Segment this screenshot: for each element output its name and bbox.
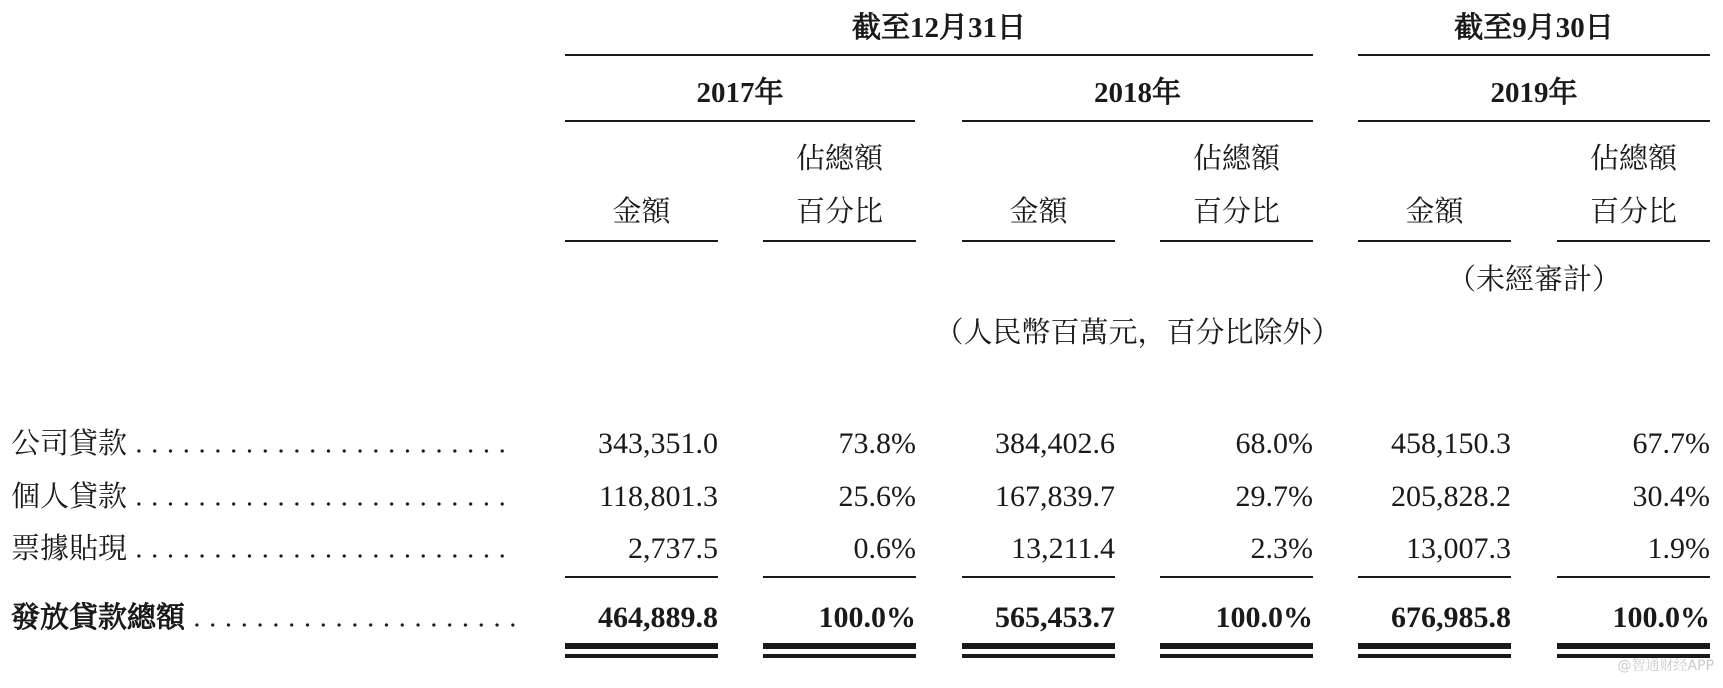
subtotal-rule [1160, 576, 1313, 578]
row-label-text: 個人貸款 [11, 481, 128, 513]
double-underline-top [565, 643, 718, 649]
period-rule-dec [565, 54, 1313, 56]
table-cell: 2.3% [1250, 532, 1313, 565]
table-cell: 343,351.0 [598, 427, 718, 460]
year-header-2018: 2018年 [1093, 77, 1181, 109]
table-cell: 30.4% [1632, 480, 1710, 513]
subtotal-rule [962, 576, 1115, 578]
table-cell: 13,007.3 [1406, 532, 1511, 565]
dot-leader [189, 601, 516, 635]
col-header-pct-line1: 佔總額 [1589, 143, 1677, 175]
double-underline-top [1358, 643, 1511, 649]
year-rule-2019 [1358, 120, 1710, 122]
row-label-text: 發放貸款總額 [11, 602, 186, 634]
table-cell: 205,828.2 [1391, 480, 1511, 513]
year-rule-2018 [962, 120, 1313, 122]
double-underline-bottom [1160, 654, 1313, 658]
table-cell: 68.0% [1235, 427, 1313, 460]
col-header-amount: 金額 [1405, 196, 1464, 228]
row-label-total-loans [11, 601, 516, 635]
row-label-text: 票據貼現 [11, 533, 128, 565]
col-header-pct-line2: 百分比 [1192, 196, 1280, 228]
col-header-pct-line2: 百分比 [1589, 196, 1677, 228]
year-rule-2017 [565, 120, 915, 122]
table-cell: 0.6% [853, 532, 916, 565]
table-cell: 384,402.6 [995, 427, 1115, 460]
unit-note: （人民幣百萬元，百分比除外） [934, 317, 1341, 349]
period-header-dec: 截至12月31日 [851, 12, 1026, 44]
col-header-rule [962, 240, 1115, 242]
row-label-corporate-loans [11, 427, 516, 461]
col-header-pct-line1: 佔總額 [795, 143, 883, 175]
table-cell: 73.8% [838, 427, 916, 460]
subtotal-rule [1557, 576, 1710, 578]
col-header-rule [763, 240, 916, 242]
dot-leader [131, 480, 516, 514]
double-underline-top [763, 643, 916, 649]
table-cell: 2,737.5 [628, 532, 718, 565]
col-header-pct-line2: 百分比 [795, 196, 883, 228]
dot-leader [131, 532, 516, 566]
subtotal-rule [763, 576, 916, 578]
row-label-text: 公司貸款 [11, 428, 128, 460]
total-cell: 100.0% [1612, 601, 1710, 634]
dot-leader [131, 427, 516, 461]
period-header-sep: 截至9月30日 [1454, 12, 1614, 44]
unaudited-note: （未經審計） [1446, 264, 1621, 296]
double-underline-bottom [565, 654, 718, 658]
col-header-amount: 金額 [612, 196, 671, 228]
subtotal-rule [1358, 576, 1511, 578]
double-underline-bottom [1358, 654, 1511, 658]
total-cell: 565,453.7 [995, 601, 1115, 634]
col-header-rule [1557, 240, 1710, 242]
double-underline-top [962, 643, 1115, 649]
year-header-2019: 2019年 [1490, 77, 1578, 109]
total-cell: 676,985.8 [1391, 601, 1511, 634]
double-underline-top [1557, 643, 1710, 649]
total-cell: 100.0% [1215, 601, 1313, 634]
total-cell: 464,889.8 [598, 601, 718, 634]
col-header-rule [565, 240, 718, 242]
double-underline-bottom [962, 654, 1115, 658]
table-cell: 118,801.3 [599, 480, 718, 513]
col-header-amount: 金額 [1009, 196, 1068, 228]
table-cell: 167,839.7 [995, 480, 1115, 513]
col-header-pct-line1: 佔總額 [1192, 143, 1280, 175]
watermark: @智通财经APP [1617, 658, 1714, 674]
table-cell: 67.7% [1632, 427, 1710, 460]
col-header-rule [1358, 240, 1511, 242]
table-cell: 1.9% [1647, 532, 1710, 565]
row-label-discounted-bills [11, 532, 516, 566]
year-header-2017: 2017年 [696, 77, 784, 109]
subtotal-rule [565, 576, 718, 578]
table-cell: 25.6% [838, 480, 916, 513]
col-header-rule [1160, 240, 1313, 242]
period-rule-sep [1358, 54, 1710, 56]
double-underline-top [1160, 643, 1313, 649]
row-label-personal-loans [11, 480, 516, 514]
table-cell: 29.7% [1235, 480, 1313, 513]
total-cell: 100.0% [818, 601, 916, 634]
table-cell: 13,211.4 [1011, 532, 1115, 565]
double-underline-bottom [763, 654, 916, 658]
table-cell: 458,150.3 [1391, 427, 1511, 460]
